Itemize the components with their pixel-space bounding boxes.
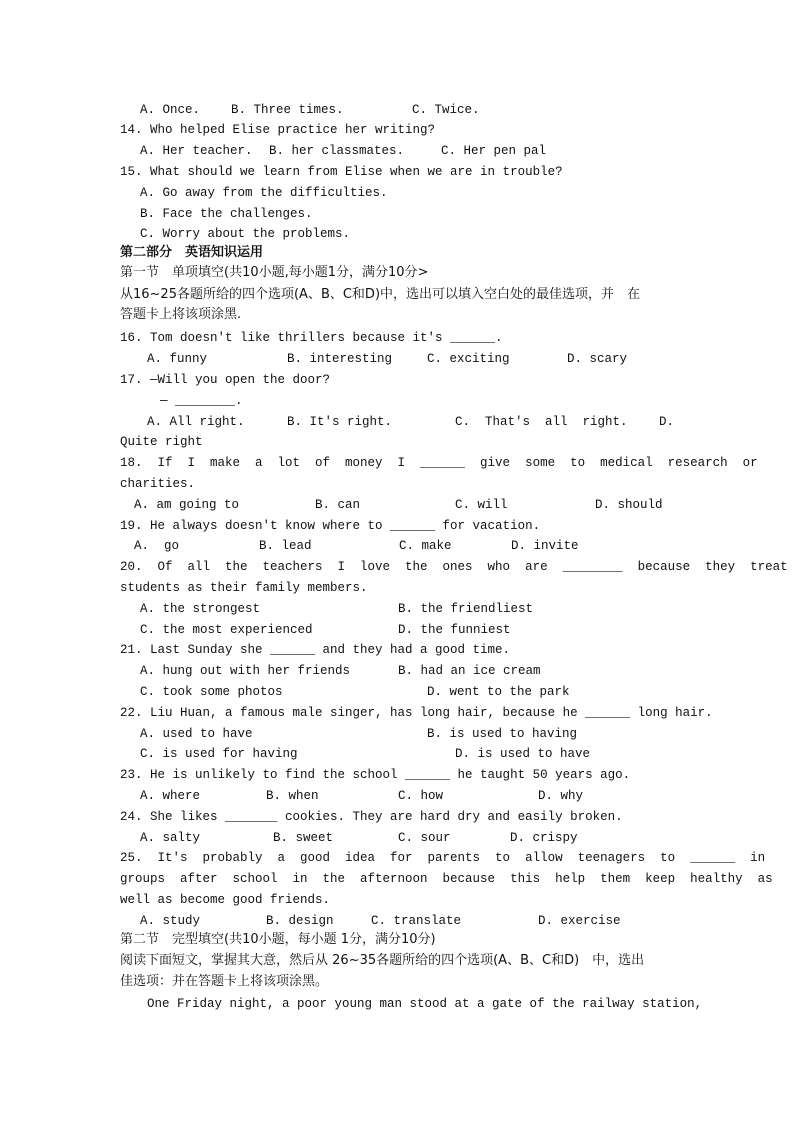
q21-option-d: D. went to the park	[427, 685, 570, 699]
q20-option-a: A. the strongest	[140, 602, 261, 616]
q17-option-d: D.	[659, 415, 675, 429]
q24-option-b: B. sweet	[273, 831, 334, 845]
q14-option-a: A. Her teacher.	[140, 144, 253, 158]
q21-options-row1	[140, 661, 695, 681]
section1-title: 第一节 单项填空(共10小题,每小题1分，满分10分>	[120, 265, 429, 280]
section1-instruction-line2: 答题卡上将该项涂黑.	[120, 307, 242, 322]
q20-options-row1	[140, 599, 695, 619]
q21-option-b: B. had an ice cream	[398, 664, 541, 678]
section1-instruction-line1: 从16~25各题所给的四个选项(A、B、C和D)中，选出可以填入空白处的最佳选项，并 在	[120, 287, 641, 302]
q22-option-b: B. is used to having	[427, 727, 578, 741]
q22-option-d: D. is used to have	[455, 747, 591, 761]
q19-options	[134, 536, 689, 556]
q19-option-d: D. invite	[511, 539, 579, 553]
part2-title: 第二部分 英语知识运用	[120, 245, 264, 260]
q17-stem: 17. —Will you open the door?	[120, 373, 331, 387]
q20-options-row2	[140, 620, 695, 640]
q15-option-a: A. Go away from the difficulties.	[140, 186, 388, 200]
q17-option-d-text: Quite right	[120, 435, 203, 449]
q21-option-c: C. took some photos	[140, 685, 283, 699]
q24-stem: 24. She likes _______ cookies. They are hard dry and easily broken.	[120, 810, 623, 824]
q16-option-a: A. funny	[147, 352, 208, 366]
q17-option-c: C. That's all right.	[455, 415, 628, 429]
q13-option-a: A. Once.	[140, 103, 201, 117]
q22-options-row2	[140, 744, 695, 764]
q20-stem-line1: 20. Of all the teachers I love the ones who are ________ because they treat	[120, 560, 788, 574]
q20-option-d: D. the funniest	[398, 623, 511, 637]
q23-option-b: B. when	[266, 789, 319, 803]
q24-option-a: A. salty	[140, 831, 201, 845]
q25-option-c: C. translate	[371, 914, 462, 928]
q20-option-c: C. the most experienced	[140, 623, 313, 637]
q17-option-b: B. It's right.	[287, 415, 393, 429]
q25-option-a: A. study	[140, 914, 201, 928]
q18-stem-line1: 18. If I make a lot of money I ______ give some to medical research or	[120, 456, 758, 470]
q25-stem-line3: well as become good friends.	[120, 893, 331, 907]
q23-options	[140, 786, 695, 806]
q16-option-c: C. exciting	[427, 352, 510, 366]
q15-stem: 15. What should we learn from Elise when we are in trouble?	[120, 165, 563, 179]
q14-option-b: B. her classmates.	[269, 144, 405, 158]
section2-instruction-line1: 阅读下面短文，掌握其大意，然后从 26~35各题所给的四个选项(A、B、C和D) 中，选出	[120, 953, 645, 968]
q21-option-a: A. hung out with her friends	[140, 664, 351, 678]
q16-options	[147, 349, 702, 369]
q25-option-d: D. exercise	[538, 914, 621, 928]
q19-option-a: A. go	[134, 539, 180, 553]
q22-stem: 22. Liu Huan, a famous male singer, has long hair, because he ______ long hair.	[120, 706, 713, 720]
q18-option-c: C. will	[455, 498, 508, 512]
q23-option-d: D. why	[538, 789, 584, 803]
q18-option-b: B. can	[315, 498, 361, 512]
q24-options	[140, 828, 695, 848]
passage-line1: One Friday night, a poor young man stood at a gate of the railway station,	[147, 997, 703, 1011]
q19-option-c: C. make	[399, 539, 452, 553]
q13-option-c: C. Twice.	[412, 103, 480, 117]
section2-title: 第二节 完型填空(共10小题，每小题 1分，满分10分)	[120, 932, 436, 947]
q18-options	[134, 495, 689, 515]
q21-stem: 21. Last Sunday she ______ and they had a good time.	[120, 643, 511, 657]
q23-stem: 23. He is unlikely to find the school ______ he taught 50 years ago.	[120, 768, 631, 782]
section2-instruction-line2: 佳选项：并在答题卡上将该项涂黑。	[120, 974, 329, 989]
q24-option-d: D. crispy	[510, 831, 578, 845]
q14-options	[140, 141, 695, 161]
q19-stem: 19. He always doesn't know where to ______ for vacation.	[120, 519, 541, 533]
q24-option-c: C. sour	[398, 831, 451, 845]
q13-option-b: B. Three times.	[231, 103, 344, 117]
q25-options	[140, 911, 695, 931]
q20-option-b: B. the friendliest	[398, 602, 534, 616]
q17-option-a: A. All right.	[147, 415, 245, 429]
q13-options	[140, 100, 695, 120]
q23-option-c: C. how	[398, 789, 444, 803]
q14-stem: 14. Who helped Elise practice her writing?	[120, 123, 436, 137]
q18-option-a: A. am going to	[134, 498, 240, 512]
q15-option-c: C. Worry about the problems.	[140, 227, 351, 241]
q17-reply: — ________.	[160, 394, 243, 408]
q17-options	[147, 412, 675, 432]
q16-option-b: B. interesting	[287, 352, 393, 366]
q18-stem-line2: charities.	[120, 477, 196, 491]
q16-option-d: D. scary	[567, 352, 628, 366]
q25-stem-line2: groups after school in the afternoon because this help them keep healthy as	[120, 872, 773, 886]
q19-option-b: B. lead	[259, 539, 312, 553]
q22-option-c: C. is used for having	[140, 747, 298, 761]
q21-options-row2	[140, 682, 695, 702]
q16-stem: 16. Tom doesn't like thrillers because it's ______.	[120, 331, 503, 345]
q25-option-b: B. design	[266, 914, 334, 928]
q22-option-a: A. used to have	[140, 727, 253, 741]
q25-stem-line1: 25. It's probably a good idea for parents to allow teenagers to ______ in	[120, 851, 766, 865]
q18-option-d: D. should	[595, 498, 663, 512]
q14-option-c: C. Her pen pal	[441, 144, 547, 158]
q15-option-b: B. Face the challenges.	[140, 207, 313, 221]
q20-stem-line2: students as their family members.	[120, 581, 368, 595]
q23-option-a: A. where	[140, 789, 201, 803]
q22-options-row1	[140, 724, 695, 744]
